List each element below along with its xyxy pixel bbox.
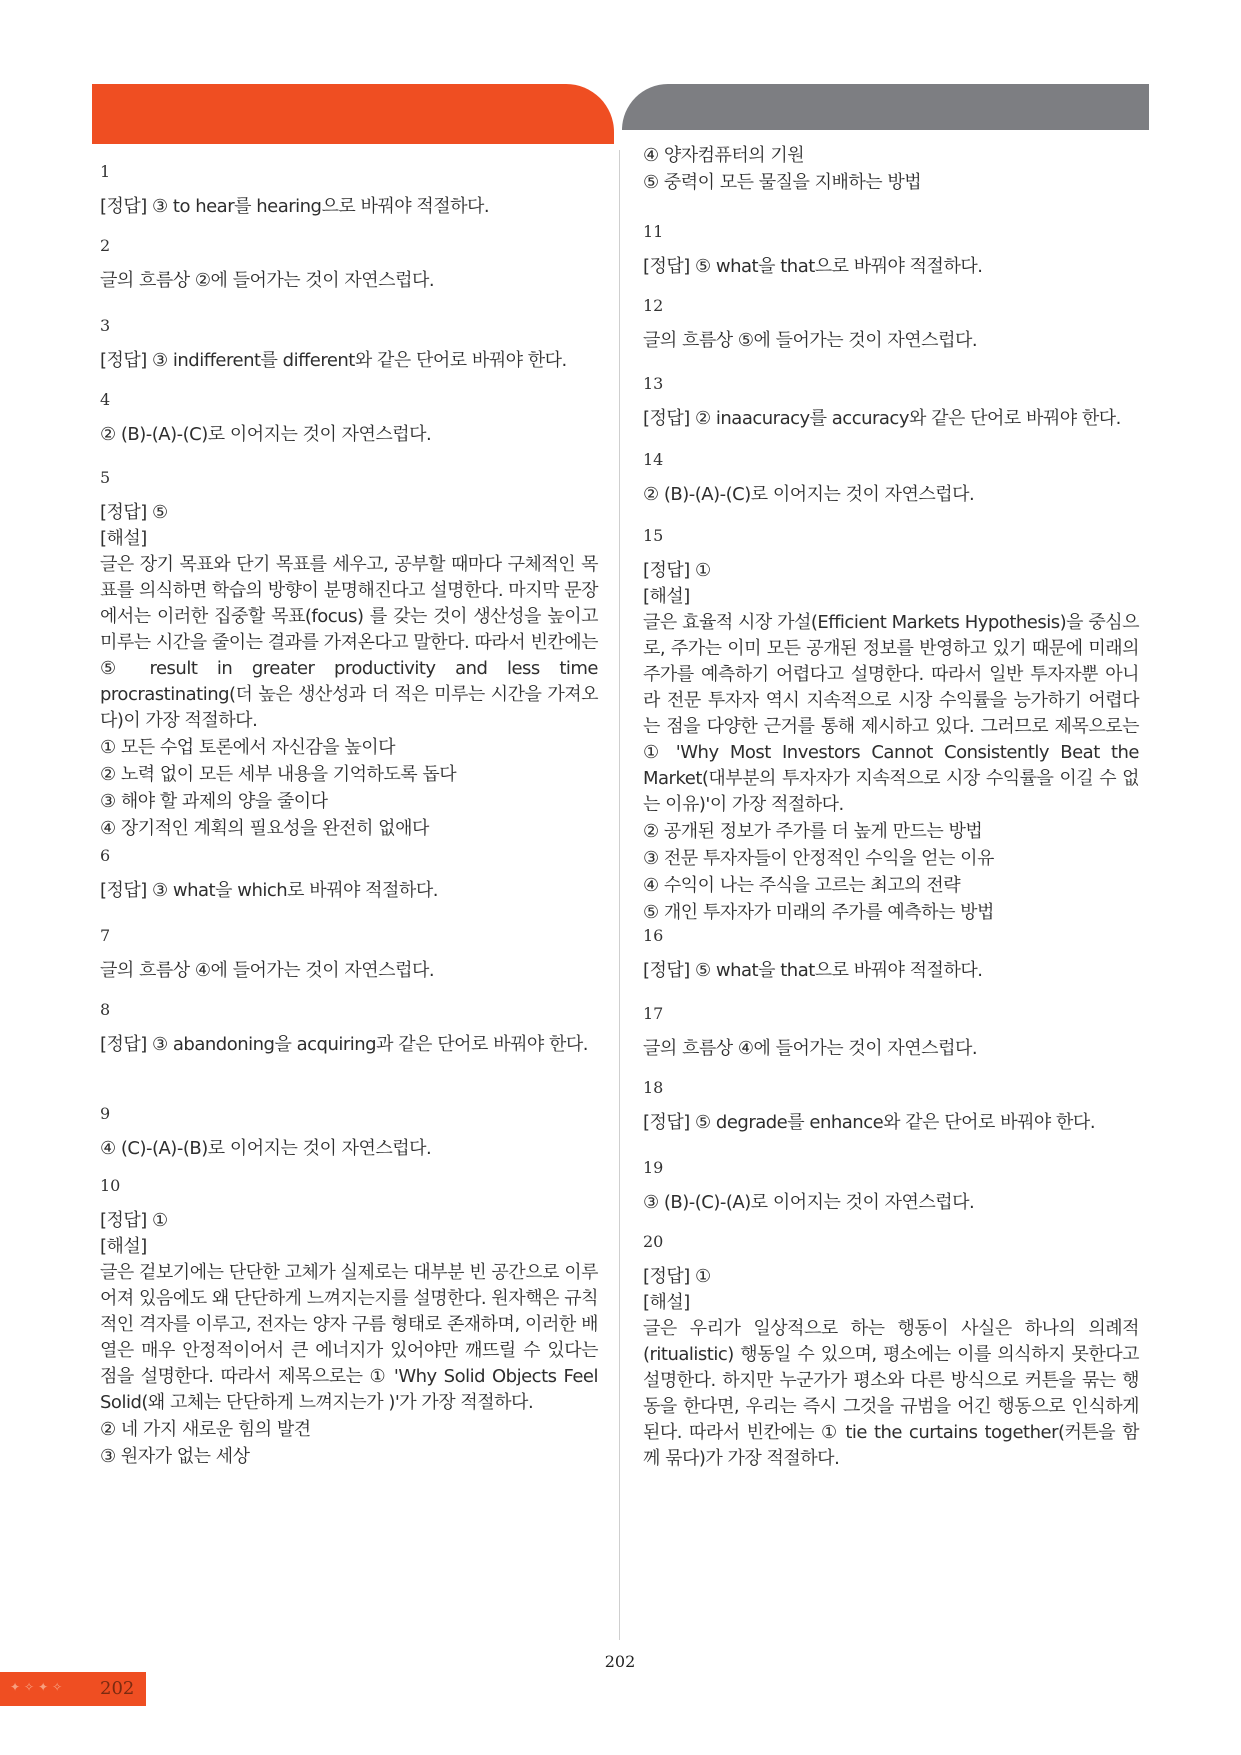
option-line: ② 공개된 정보가 주가를 더 높게 만드는 방법 — [643, 821, 983, 842]
answer-item — [643, 1158, 1139, 1216]
answer-line: [정답] ③ what을 which로 바꿔야 적절하다. — [100, 880, 438, 901]
explanation-paragraph: 글은 장기 목표와 단기 목표를 세우고, 공부할 때마다 구체적인 목표를 의식하면 학습의 방향이 분명해진다고 설명한다. 마지막 문장에서는 이러한 집중할 목표(focus) 를 갖는 것이 생산성을 높이고 미루는 시간을 줄이는 결과를 가져온다고 말한다. 따라서 빈칸에는 ⑤ result in greater productivity and less time procrastinating(더 높은 생산성과 더 적은 미루는 시간을 가져오다)이 가장 적절하다. — [100, 554, 598, 731]
option-line: ③ 원자가 없는 세상 — [100, 1446, 250, 1467]
answer-line: [해설] — [643, 1292, 690, 1313]
answer-line: [해설] — [100, 528, 147, 549]
answer-item — [100, 926, 598, 984]
answer-line: 글의 흐름상 ②에 들어가는 것이 자연스럽다. — [100, 270, 435, 291]
question-number: 2 — [100, 236, 111, 255]
answer-line: [해설] — [643, 586, 690, 607]
answer-line: [정답] ⑤ what을 that으로 바꿔야 적절하다. — [643, 256, 983, 277]
question-number: 19 — [643, 1158, 664, 1177]
header-gray-band — [622, 84, 1149, 130]
question-number: 11 — [643, 222, 664, 241]
answer-item — [643, 926, 1139, 984]
explanation-paragraph: 글은 겉보기에는 단단한 고체가 실제로는 대부분 빈 공간으로 이루어져 있음에도 왜 단단하게 느껴지는지를 설명한다. 원자핵은 규칙적인 격자를 이루고, 전자는 양자 구름 형태로 존재하며, 이러한 배열은 매우 안정적이어서 큰 에너지가 있어야만 깨뜨릴 수 있다는 점을 설명한다. 따라서 제목으로는 ① 'Why Solid Objects Feel Solid(왜 고체는 단단하게 느껴지는가 )'가 가장 적절하다. — [100, 1262, 598, 1413]
option-line: ⑤ 개인 투자자가 미래의 주가를 예측하는 방법 — [643, 902, 994, 923]
answer-line: [정답] ① — [100, 1210, 168, 1231]
answer-line: ② (B)-(A)-(C)로 이어지는 것이 자연스럽다. — [643, 484, 975, 505]
answer-item — [100, 468, 598, 842]
answer-item — [643, 1232, 1139, 1472]
option-line: ② 노력 없이 모든 세부 내용을 기억하도록 돕다 — [100, 764, 457, 785]
question-number: 8 — [100, 1000, 111, 1019]
question-number: 5 — [100, 468, 111, 487]
option-line: ④ 장기적인 계획의 필요성을 완전히 없애다 — [100, 818, 429, 839]
answer-item — [100, 162, 598, 220]
answer-line: 글의 흐름상 ⑤에 들어가는 것이 자연스럽다. — [643, 330, 978, 351]
header-orange-band — [92, 84, 614, 144]
question-number: 1 — [100, 162, 111, 181]
answer-item — [643, 142, 1139, 196]
answer-item — [643, 374, 1139, 432]
question-number: 4 — [100, 390, 111, 409]
answer-item — [643, 1004, 1139, 1062]
answer-item — [643, 450, 1139, 508]
answer-item — [100, 236, 598, 294]
question-number: 12 — [643, 296, 664, 315]
answer-item — [643, 1078, 1139, 1136]
answer-line: [정답] ⑤ — [100, 502, 168, 523]
explanation-paragraph: 글은 효율적 시장 가설(Efficient Markets Hypothesis)을 중심으로, 주가는 이미 모든 공개된 정보를 반영하고 있기 때문에 미래의 주가를 예측하기 어렵다고 설명한다. 따라서 일반 투자자뿐 아니라 전문 투자자 역시 지속적으로 시장 수익률을 능가하기 어렵다는 점을 다양한 근거를 통해 제시하고 있다. 그러므로 제목으로는 ① 'Why Most Investors Cannot Consistently Beat the Market(대부분의 투자자가 지속적으로 시장 수익률을 이길 수 없는 이유)'이 가장 적절하다. — [643, 612, 1139, 815]
folio-page-number: 202 — [100, 1678, 135, 1699]
explanation-paragraph: 글은 우리가 일상적으로 하는 행동이 사실은 하나의 의례적(ritualistic) 행동일 수 있으며, 평소에는 이를 의식하지 못한다고 설명한다. 하지만 누군가가 평소와 다른 방식으로 커튼을 묶는 행동을 한다면, 우리는 즉시 그것을 규범을 어긴 행동으로 인식하게 된다. 따라서 빈칸에는 ① tie the curtains together(커튼을 함께 묶다)가 가장 적절하다. — [643, 1318, 1139, 1469]
answer-line: [정답] ② inaacuracy를 accuracy와 같은 단어로 바꿔야 한다. — [643, 408, 1121, 429]
answer-item — [643, 222, 1139, 280]
answer-item — [100, 846, 598, 904]
answer-line: ② (B)-(A)-(C)로 이어지는 것이 자연스럽다. — [100, 424, 432, 445]
question-number: 15 — [643, 526, 664, 545]
question-number: 6 — [100, 846, 111, 865]
option-line: ③ 해야 할 과제의 양을 줄이다 — [100, 791, 328, 812]
answer-line: [정답] ① — [643, 1266, 711, 1287]
answer-line: 글의 흐름상 ④에 들어가는 것이 자연스럽다. — [643, 1038, 978, 1059]
answer-item — [100, 1000, 598, 1058]
option-line: ③ 전문 투자자들이 안정적인 수익을 얻는 이유 — [643, 848, 994, 869]
answer-line: ④ (C)-(A)-(B)로 이어지는 것이 자연스럽다. — [100, 1138, 432, 1159]
answer-line: [정답] ⑤ what을 that으로 바꿔야 적절하다. — [643, 960, 983, 981]
explanation-paragraph: [정답] ③ abandoning을 acquiring과 같은 단어로 바꿔야 한다. — [100, 1034, 588, 1055]
folio-tab — [0, 1672, 146, 1706]
answer-item — [643, 526, 1139, 926]
page-number: 202 — [604, 1652, 636, 1671]
answer-line: ③ (B)-(C)-(A)로 이어지는 것이 자연스럽다. — [643, 1192, 975, 1213]
answer-line: [정답] ① — [643, 560, 711, 581]
answer-line: [해설] — [100, 1236, 147, 1257]
answer-line: [정답] ③ indifferent를 different와 같은 단어로 바꿔야 한다. — [100, 350, 567, 371]
question-number: 18 — [643, 1078, 664, 1097]
option-line: ④ 수익이 나는 주식을 고르는 최고의 전략 — [643, 875, 961, 896]
question-number: 17 — [643, 1004, 664, 1023]
answer-line: [정답] ⑤ degrade를 enhance와 같은 단어로 바꿔야 한다. — [643, 1112, 1096, 1133]
answer-line: 글의 흐름상 ④에 들어가는 것이 자연스럽다. — [100, 960, 435, 981]
question-number: 14 — [643, 450, 664, 469]
decorative-pattern-icon: ✦✧✦✧ — [10, 1680, 67, 1694]
question-number: 3 — [100, 316, 111, 335]
answer-line: [정답] ③ to hear를 hearing으로 바꿔야 적절하다. — [100, 196, 490, 217]
question-number: 9 — [100, 1104, 111, 1123]
option-line: ④ 양자컴퓨터의 기원 — [643, 145, 805, 166]
answer-item — [100, 1176, 598, 1470]
answer-item — [100, 316, 598, 374]
option-line: ② 네 가지 새로운 힘의 발견 — [100, 1419, 311, 1440]
question-number: 20 — [643, 1232, 664, 1251]
question-number: 13 — [643, 374, 664, 393]
question-number: 10 — [100, 1176, 121, 1195]
answer-item — [100, 1104, 598, 1162]
question-number: 7 — [100, 926, 111, 945]
option-line: ① 모든 수업 토론에서 자신감을 높이다 — [100, 737, 396, 758]
answer-item — [643, 296, 1139, 354]
column-divider — [619, 150, 620, 1640]
question-number: 16 — [643, 926, 664, 945]
option-line: ⑤ 중력이 모든 물질을 지배하는 방법 — [643, 172, 922, 193]
answer-item — [100, 390, 598, 448]
